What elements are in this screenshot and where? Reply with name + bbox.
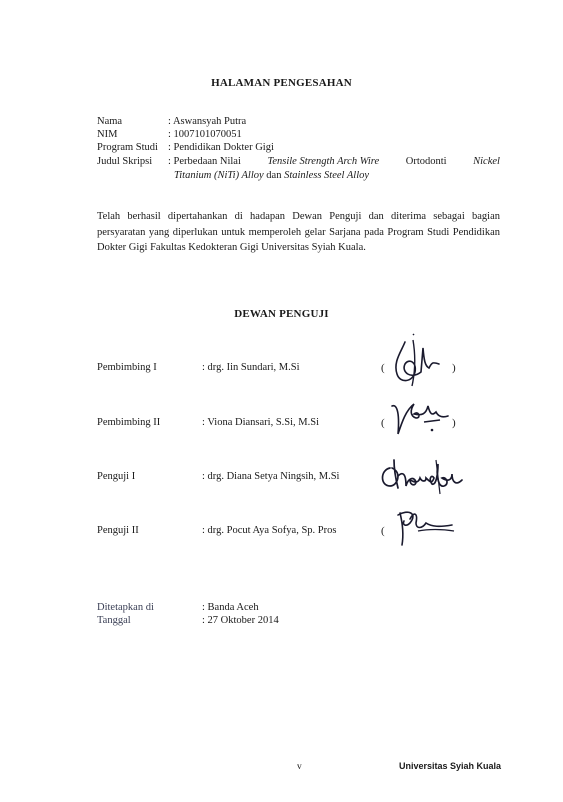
judul-part-1: : Perbedaan Nilai	[168, 156, 241, 167]
signature-2	[388, 396, 452, 440]
judul-part-3: Ortodonti	[405, 156, 447, 167]
signature-4	[392, 505, 456, 549]
identity-label-nama: Nama	[97, 116, 123, 127]
enactment-value-place: : Banda Aceh	[202, 602, 259, 613]
committee-name-3: : drg. Diana Setya Ningsih, M.Si	[202, 471, 340, 482]
committee-name-1: : drg. Iin Sundari, M.Si	[202, 362, 300, 373]
enactment-label-place: Ditetapkan di	[97, 602, 154, 613]
identity-label-program: Program Studi	[97, 142, 158, 153]
signature-3	[378, 456, 464, 498]
footer-institution: Universitas Syiah Kuala	[398, 761, 501, 771]
identity-label-judul: Judul Skripsi	[97, 156, 153, 167]
committee-role-4: Penguji II	[97, 525, 139, 536]
paren-open-4: (	[381, 525, 385, 537]
judul-part-2: Tensile Strength Arch Wire	[267, 156, 380, 167]
identity-value-judul-line1	[168, 156, 500, 168]
identity-value-nim: : 1007101070051	[168, 129, 242, 140]
page-number: v	[297, 762, 302, 772]
judul-part-5: Titanium (NiTi) Alloy	[174, 170, 264, 181]
committee-role-2: Pembimbing II	[97, 417, 161, 428]
paren-close-1: )	[452, 362, 456, 374]
judul-part-4: Nickel	[473, 156, 500, 167]
enactment-label-date: Tanggal	[97, 615, 131, 626]
committee-role-3: Penguji I	[97, 471, 136, 482]
identity-value-nama: : Aswansyah Putra	[168, 116, 247, 127]
paren-open-2: (	[381, 417, 385, 429]
committee-role-1: Pembimbing I	[97, 362, 157, 373]
committee-title: DEWAN PENGUJI	[234, 308, 329, 320]
enactment-value-date: : 27 Oktober 2014	[202, 615, 279, 626]
committee-name-2: : Viona Diansari, S.Si, M.Si	[202, 417, 320, 428]
signature-1	[383, 332, 443, 394]
paren-close-2: )	[452, 417, 456, 429]
committee-name-4: : drg. Pocut Aya Sofya, Sp. Pros	[202, 525, 337, 536]
identity-label-nim: NIM	[97, 129, 118, 140]
judul-part-6: dan	[263, 170, 285, 181]
statement-paragraph: Telah berhasil dipertahankan di hadapan Dewan Penguji dan diterima sebagai bagian persyaratan yang diperlukan untuk memperoleh gelar Sarjana pada Program Studi Pendidikan Dokter Gigi Fakultas Kedokteran Gigi Universitas Syiah Kuala.	[97, 211, 500, 253]
identity-value-judul-line2	[174, 170, 369, 182]
paren-open-1: (	[381, 362, 385, 374]
identity-value-program: : Pendidikan Dokter Gigi	[168, 142, 274, 153]
judul-part-7: Stainless Steel Alloy	[284, 170, 370, 181]
page-title: HALAMAN PENGESAHAN	[211, 77, 352, 89]
